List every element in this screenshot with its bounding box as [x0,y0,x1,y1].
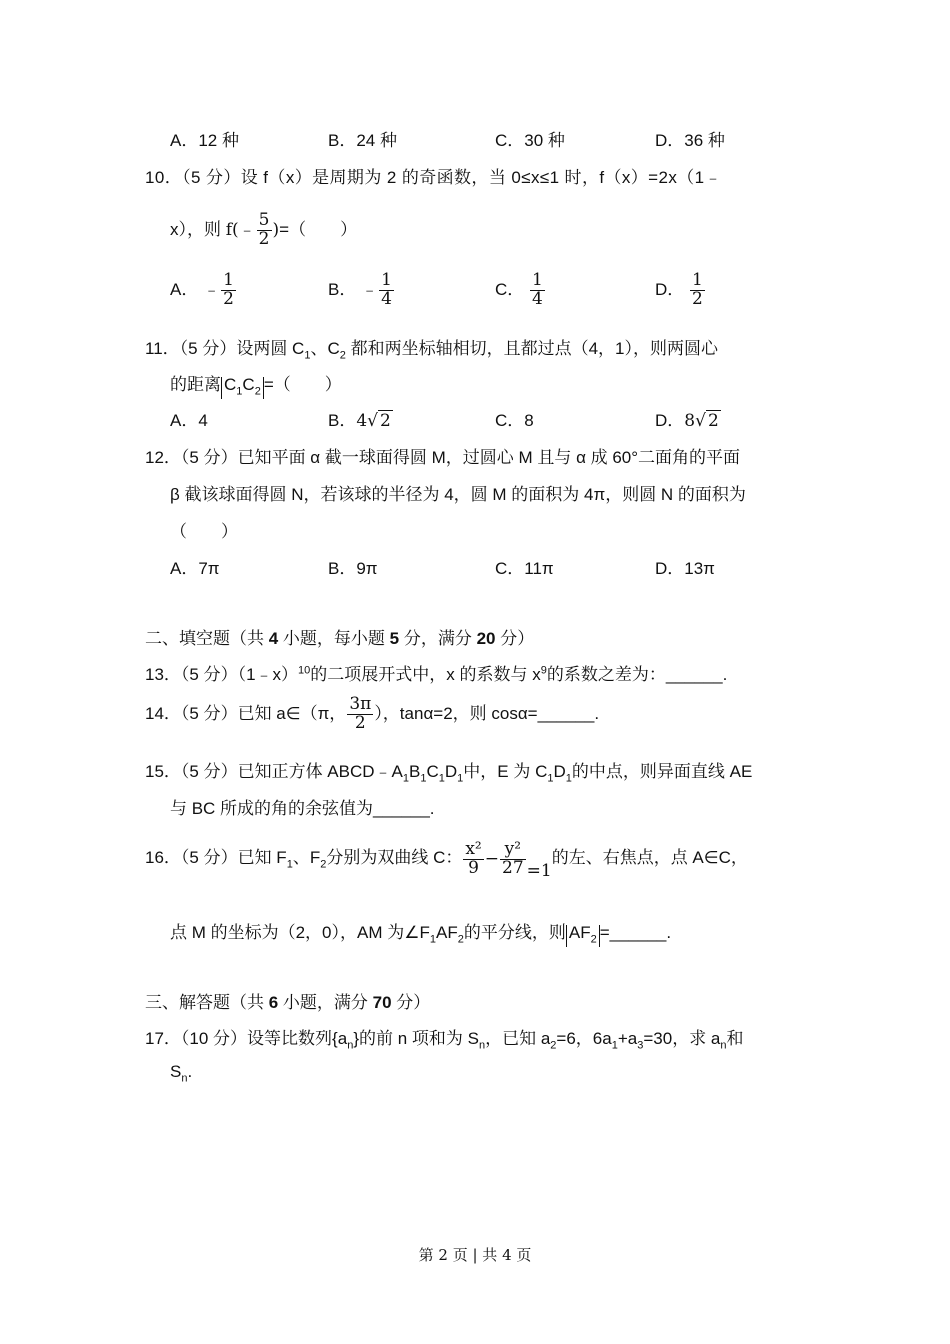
q10-option-a [170,272,237,309]
q17-l2: S [170,1062,182,1081]
q16-s3: 1 [429,933,436,946]
q13-exp2: 9 [540,664,547,677]
q10-fraction [257,212,272,249]
q15-c: C [426,762,439,781]
q17-pre: 17．（10 分）设等比数列 [145,1029,333,1048]
q12-option-d: D．13π [655,559,715,578]
q11-d-rad: 2 [707,411,719,431]
q11-line2 [170,370,342,399]
q17-s4: 3 [637,1039,644,1052]
q10-line2-pre: x），则 [170,219,221,239]
q11-c2: C [242,375,255,394]
q17-mid: 的前 n 项和为 S [359,1029,479,1048]
q15-s1: 1 [402,772,410,785]
s3-pre: 三、解答题（共 [145,993,269,1012]
q17-l2sub: n [181,1072,188,1085]
q17-asub: n [347,1039,354,1052]
s2-p: 5 [389,629,400,648]
q11-mid1: 、C [310,339,340,358]
s2-total: 20 [476,629,496,648]
q10-line1: 10．（5 分）设 f（x）是周期为 2 的奇函数，当 0≤x≤1 时，f（x）=2x（1﹣ [145,168,722,187]
section2-heading [145,624,534,649]
q10-line2 [170,212,357,249]
q17-ssub: n [478,1039,486,1052]
q13-pre: 13．（5 分）（1﹣x） [145,665,299,684]
q10-f-open: f(﹣ [225,219,256,240]
q9-option-b: B．24 种 [328,131,397,150]
q11-b-radical-icon: √ [367,411,379,431]
q16-af: AF [568,923,591,942]
q10-a-sign: ﹣ [203,279,221,299]
q17-mid3: =6，6a [556,1029,612,1048]
q11-sub1: 1 [304,349,311,362]
q16-s4: 2 [457,933,464,946]
q12-line2: β 截该球面得圆 N，若该球的半径为 4，圆 M 的面积为 4π，则圆 N 的面积为 [170,485,746,504]
q16-line2 [170,918,671,947]
q13-post: 的系数之差为：______. [546,665,728,684]
q16-x-den: 9 [463,859,483,878]
q11-b-coef: 4 [356,411,368,431]
q11-c1-sub: 1 [236,385,243,398]
q14-post: ），tanα=2，则 cosα=______. [374,703,600,723]
q16-l2post: =______. [599,923,672,942]
q17-post: 和 [726,1029,744,1048]
q12-option-c: C．11π [495,559,554,578]
q11-d-radical-icon: √ [695,411,706,431]
q10-a-den: 2 [223,288,234,309]
q17-a: a [337,1029,348,1048]
q11-option-b [328,406,393,431]
q10-d-label: D． [655,279,685,299]
q15-s5: 1 [547,772,554,785]
q15-s6: 1 [565,772,572,785]
q12-option-a: A．7π [170,559,220,578]
q11-option-c: C．8 [495,411,534,430]
q13-line [145,660,727,685]
q15-line2: 与 BC 所成的角的余弦值为______. [170,799,435,818]
s2-mid1: 小题，每小题 [278,629,390,648]
q10-b-num: 1 [381,270,392,290]
q10-c-frac [530,272,545,309]
s3-post: 分） [391,993,431,1012]
q11-b-label: B． [328,411,357,430]
q16-line1 [145,839,748,881]
q14-frac [347,696,373,733]
s2-pre: 二、填空题（共 [145,629,269,648]
q10-frac-num: 5 [258,210,270,230]
s2-n: 4 [268,629,279,648]
q16-y-num: y² [504,839,522,859]
q15-d: D [444,762,458,781]
q17-line1 [145,1024,744,1051]
q10-b-label: B． [328,279,357,299]
q16-mid: 、F [292,848,321,867]
s2-post: 分） [495,629,535,648]
q10-b-sign: ﹣ [361,279,379,299]
q11-option-a: A．4 [170,411,208,430]
q16-y-frac [500,841,526,878]
q16-eq: =1 [526,860,552,881]
q17-s2: 2 [550,1039,557,1052]
s3-mid: 小题，满分 [278,993,373,1012]
q10-d-frac [690,272,705,309]
q16-af-abs [566,925,600,947]
q10-c-label: C． [495,279,525,299]
q15-b: B [409,762,421,781]
q16-l1mid: 分别为双曲线 C： [326,848,463,867]
q16-pre: 16．（5 分）已知 F [145,848,287,867]
q11-l1-post: 都和两坐标轴相切，且都过点（4，1），则两圆心 [345,339,718,358]
q16-y-den: 27 [502,857,524,878]
q11-distance-abs [221,377,264,399]
q14-line [145,696,599,733]
q11-l2-pre: 的距离 [170,375,221,394]
q16-l1post: 的左、右焦点，点 A∈C， [551,848,748,867]
q17-s3: 1 [611,1039,618,1052]
q16-x-num: x² [465,839,482,859]
q10-option-c [495,272,546,309]
q10-line2-post: =（ ） [279,219,358,239]
q16-minus: − [484,848,499,869]
q15-s2: 1 [420,772,427,785]
page-footer: 第 2 页 | 共 4 页 [418,1246,532,1264]
q9-option-c: C．30 种 [495,131,565,150]
q16-l2mid: 的平分线，则 [463,923,566,942]
q15-post: 的中点，则异面直线 AE [571,762,753,781]
q12-option-b: B．9π [328,559,378,578]
q15-s4: 1 [457,772,464,785]
q11-l2-post: =（ ） [263,375,342,394]
q14-den: 2 [347,714,373,733]
q15-pre: 15．（5 分）已知正方体 ABCD﹣A [145,762,403,781]
section3-heading [145,988,430,1013]
q10-c-den: 4 [532,288,543,309]
q16-s5: 2 [590,933,597,946]
q11-line1 [145,334,718,361]
q17-line2 [170,1062,192,1084]
q17-lbrace-icon: { [332,1029,338,1048]
q11-c1: C [224,375,237,394]
q15-line1 [145,757,752,784]
q17-mid5: =30，求 a [643,1029,721,1048]
q17-mid4: +a [617,1029,638,1048]
q10-f-expr [225,210,280,249]
q9-option-d: D．36 种 [655,131,725,150]
q9-option-a: A．12 种 [170,131,239,150]
q10-b-den: 4 [381,288,392,309]
q15-mid: 中，E 为 C [463,762,548,781]
q10-d-den: 2 [692,288,703,309]
q16-s2: 2 [320,858,327,871]
q10-d-num: 1 [692,270,703,290]
q11-b-rad: 2 [380,411,391,431]
q16-s1: 1 [286,858,293,871]
q11-option-d [655,406,721,431]
s3-total: 70 [372,993,392,1012]
q14-num: 3π [349,694,372,714]
q10-a-frac [221,272,236,309]
q13-exp: 10 [298,664,311,677]
q10-b-frac [379,272,394,309]
q17-rbrace-icon: } [353,1029,360,1048]
q10-option-d [655,272,706,309]
s2-mid2: 分，满分 [399,629,477,648]
q10-f-close: ) [272,219,280,240]
q16-hyperbola-eq [462,841,551,881]
q11-d-coef: 8 [684,411,696,431]
q10-frac-den: 2 [258,228,270,249]
q10-c-num: 1 [532,270,543,290]
q10-a-label: A． [170,279,199,299]
q10-option-b [328,272,395,309]
q11-l1-pre: 11．（5 分）设两圆 C [145,339,305,358]
q17-mid2: ，已知 a [485,1029,551,1048]
q10-a-num: 1 [223,270,234,290]
q14-pre: 14．（5 分）已知 a∈（π， [145,703,347,723]
q12-line3: （ ） [170,522,238,541]
q16-x-frac [463,841,483,878]
q11-c2-sub: 2 [254,385,261,398]
q16-l2pre: 点 M 的坐标为（2，0），AM 为∠F [170,923,430,942]
q11-sub2: 2 [339,349,346,362]
q15-s3: 1 [438,772,445,785]
q17-l2post: . [187,1062,193,1081]
q15-d2: D [553,762,566,781]
q16-a: AF [436,923,458,942]
q11-d-label: D． [655,411,685,430]
s3-n: 6 [268,993,279,1012]
q13-mid: 的二项展开式中，x 的系数与 x [310,665,541,684]
q17-s5: n [720,1039,727,1052]
q12-line1: 12．（5 分）已知平面 α 截一球面得圆 M，过圆心 M 且与 α 成 60°二面角的平面 [145,448,741,467]
